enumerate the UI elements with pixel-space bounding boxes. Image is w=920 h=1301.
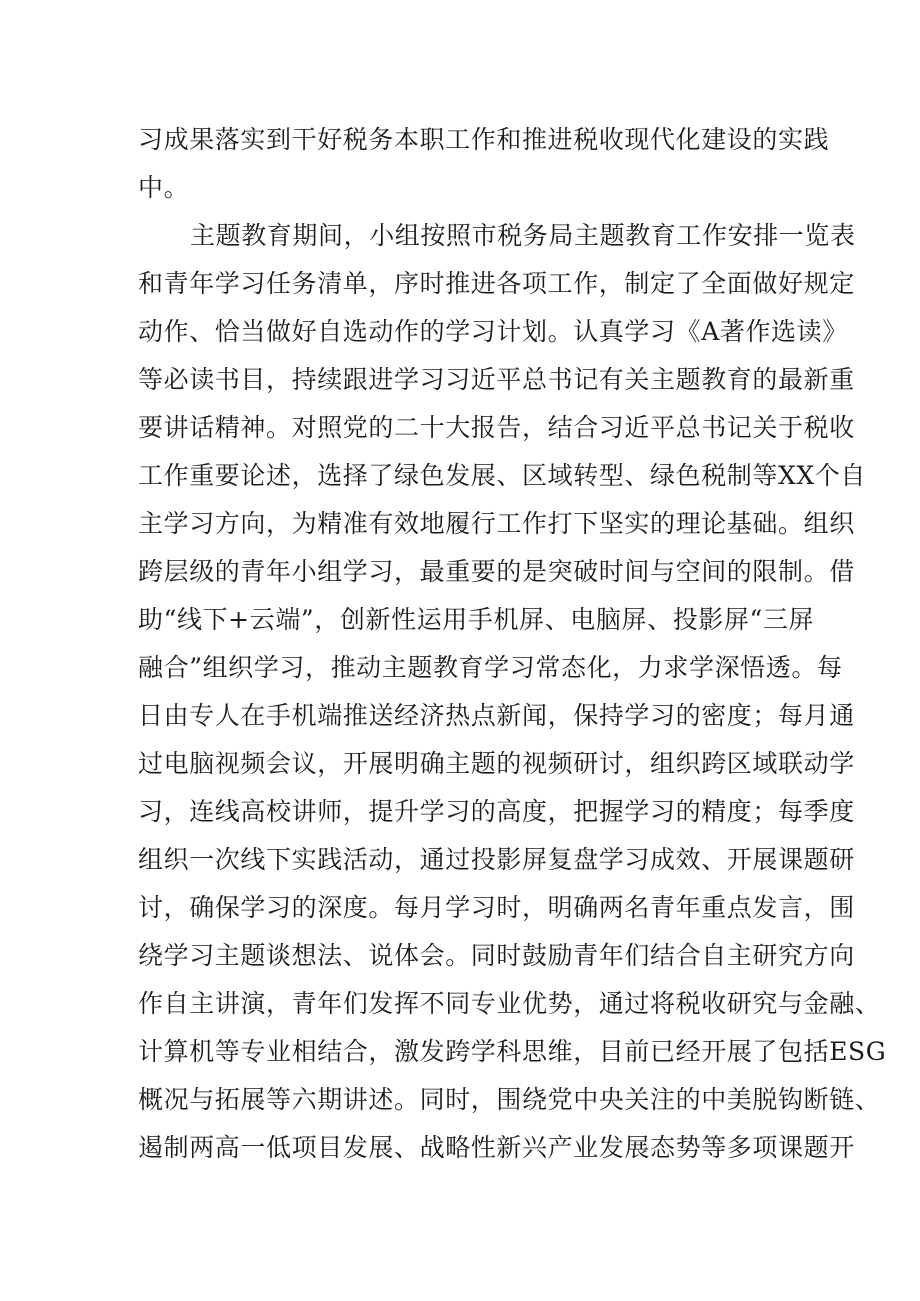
text-line: 助“线下+云端”，创新性运用手机屏、电脑屏、投影屏“三屏 — [138, 605, 815, 634]
text-line: 跨层级的青年小组学习，最重要的是突破时间与空间的限制。借 — [138, 557, 855, 586]
text-line: 讨，确保学习的深度。每月学习时，明确两名青年重点发言，围 — [138, 893, 855, 922]
text-line: 融合”组织学习，推动主题教育学习常态化，力求学深悟透。每 — [138, 653, 843, 682]
text-line: 作自主讲演，青年们发挥不同专业优势，通过将税收研究与金融、 — [138, 989, 881, 1018]
text-line: 绕学习主题谈想法、说体会。同时鼓励青年们结合自主研究方向 — [138, 941, 855, 970]
text-line: 要讲话精神。对照党的二十大报告，结合习近平总书记关于税收 — [138, 413, 855, 442]
text-line: 和青年学习任务清单，序时推进各项工作，制定了全面做好规定 — [138, 269, 855, 298]
text-line: 计算机等专业相结合，激发跨学科思维，目前已经开展了包括ESG — [138, 1037, 887, 1066]
text-line: 动作、恰当做好自选动作的学习计划。认真学习《A著作选读》 — [138, 317, 848, 346]
text-line: 中。 — [138, 173, 190, 202]
text-line: 遏制两高一低项目发展、战略性新兴产业发展态势等多项课题开 — [138, 1133, 855, 1162]
text-line: 组织一次线下实践活动，通过投影屏复盘学习成效、开展课题研 — [138, 845, 855, 874]
text-line: 工作重要论述，选择了绿色发展、区域转型、绿色税制等XX个自 — [138, 461, 866, 490]
text-line: 等必读书目，持续跟进学习习近平总书记有关主题教育的最新重 — [138, 365, 855, 394]
text-line: 过电脑视频会议，开展明确主题的视频研讨，组织跨区域联动学 — [138, 749, 855, 778]
text-line: 习，连线高校讲师，提升学习的高度，把握学习的精度；每季度 — [138, 797, 855, 826]
paragraph-first-line: 主题教育期间，小组按照市税务局主题教育工作安排一览表 — [190, 221, 856, 250]
text-line: 概况与拓展等六期讲述。同时，围绕党中央关注的中美脱钩断链、 — [138, 1085, 881, 1114]
text-line: 日由专人在手机端推送经济热点新闻，保持学习的密度；每月通 — [138, 701, 855, 730]
text-line: 主学习方向，为精准有效地履行工作打下坚实的理论基础。组织 — [138, 509, 855, 538]
text-line: 习成果落实到干好税务本职工作和推进税收现代化建设的实践 — [138, 125, 830, 154]
